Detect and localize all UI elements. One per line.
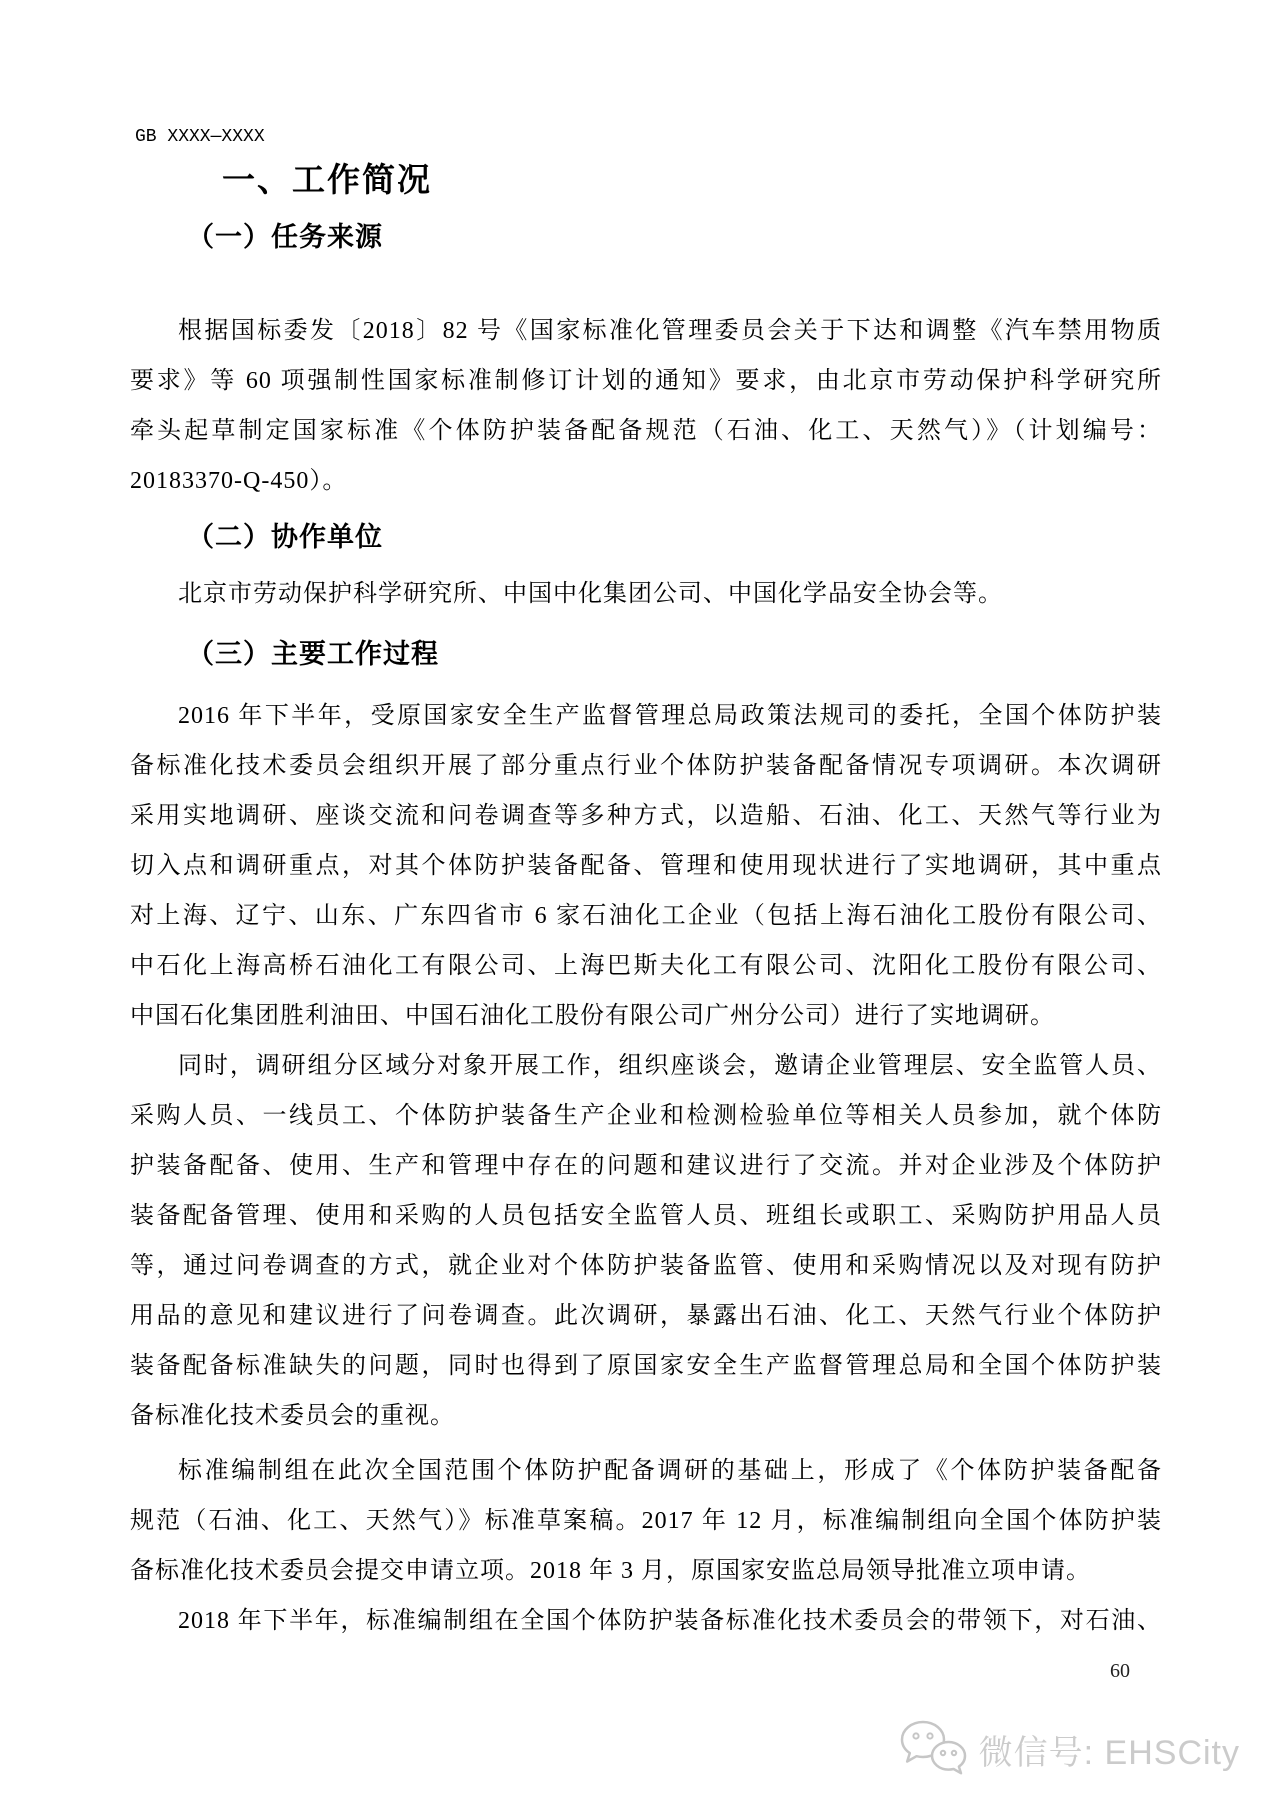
text-line: 备标准化技术委员会提交申请立项。2018 年 3 月，原国家安监总局领导批准立项申请。: [130, 1558, 1091, 1584]
section-heading-task-source: （一）任务来源: [187, 222, 383, 252]
text-line: 中石化上海高桥石油化工有限公司、上海巴斯夫化工有限公司、沈阳化工股份有限公司、: [130, 953, 1162, 979]
paragraph-symposium-questionnaire: [130, 1041, 1162, 1441]
watermark: [899, 1718, 1240, 1780]
text-line: 采购人员、一线员工、个体防护装备生产企业和检测检验单位等相关人员参加，就个体防: [130, 1103, 1162, 1129]
text-line: 装备配备管理、使用和采购的人员包括安全监管人员、班组长或职工、采购防护用品人员: [130, 1203, 1162, 1229]
text-line: 牵头起草制定国家标准《个体防护装备配备规范（石油、化工、天然气）》（计划编号：: [130, 418, 1162, 444]
text-line: 标准编制组在此次全国范围个体防护配备调研的基础上，形成了《个体防护装备配备: [178, 1458, 1162, 1484]
text-line: 规范（石油、化工、天然气）》标准草案稿。2017 年 12 月，标准编制组向全国个体防护装: [130, 1508, 1162, 1534]
section-heading-main-work-process: （三）主要工作过程: [187, 639, 439, 669]
text-line: 等，通过问卷调查的方式，就企业对个体防护装备监管、使用和采购情况以及对现有防护: [130, 1253, 1162, 1279]
text-line: 对上海、辽宁、山东、广东四省市 6 家石油化工企业（包括上海石油化工股份有限公司、: [130, 903, 1162, 929]
text-line: 中国石化集团胜利油田、中国石油化工股份有限公司广州分公司）进行了实地调研。: [130, 1003, 1055, 1029]
text-line: 备标准化技术委员会的重视。: [130, 1403, 455, 1429]
text-line: 用品的意见和建议进行了问卷调查。此次调研，暴露出石油、化工、天然气行业个体防护: [130, 1303, 1162, 1329]
text-line: 护装备配备、使用、生产和管理中存在的问题和建议进行了交流。并对企业涉及个体防护: [130, 1153, 1162, 1179]
watermark-label: 微信号: EHSCity: [978, 1733, 1240, 1772]
text-line: 2018 年下半年，标准编制组在全国个体防护装备标准化技术委员会的带领下，对石油、: [178, 1608, 1162, 1634]
text-line: 20183370-Q-450）。: [130, 468, 348, 494]
section-heading-cooperating-units: （二）协作单位: [187, 522, 383, 552]
wechat-icon: [899, 1718, 967, 1780]
text-line: 根据国标委发〔2018〕82 号《国家标准化管理委员会关于下达和调整《汽车禁用物质: [178, 318, 1162, 344]
paragraph-cooperating-units: [130, 569, 1162, 619]
text-line: 装备配备标准缺失的问题，同时也得到了原国家安全生产监督管理总局和全国个体防护装: [130, 1353, 1162, 1379]
text-line: 要求》等 60 项强制性国家标准制修订计划的通知》要求，由北京市劳动保护科学研究所: [130, 368, 1162, 394]
document-title: 一、工作简况: [222, 161, 432, 198]
standard-code: GB XXXX—XXXX: [135, 127, 265, 147]
text-line: 北京市劳动保护科学研究所、中国中化集团公司、中国化学品安全协会等。: [178, 581, 1003, 607]
page-number: 60: [1110, 1660, 1130, 1682]
text-line: 同时，调研组分区域分对象开展工作，组织座谈会，邀请企业管理层、安全监管人员、: [178, 1053, 1162, 1079]
paragraph-draft-and-approval: [130, 1446, 1162, 1596]
text-line: 2016 年下半年，受原国家安全生产监督管理总局政策法规司的委托，全国个体防护装: [178, 703, 1162, 729]
text-line: 备标准化技术委员会组织开展了部分重点行业个体防护装备配备情况专项调研。本次调研: [130, 753, 1162, 779]
paragraph-2018-second-half: [130, 1596, 1162, 1646]
paragraph-survey-overview: [130, 691, 1162, 1041]
paragraph-task-source: [130, 306, 1162, 506]
text-line: 切入点和调研重点，对其个体防护装备配备、管理和使用现状进行了实地调研，其中重点: [130, 853, 1162, 879]
text-line: 采用实地调研、座谈交流和问卷调查等多种方式，以造船、石油、化工、天然气等行业为: [130, 803, 1162, 829]
